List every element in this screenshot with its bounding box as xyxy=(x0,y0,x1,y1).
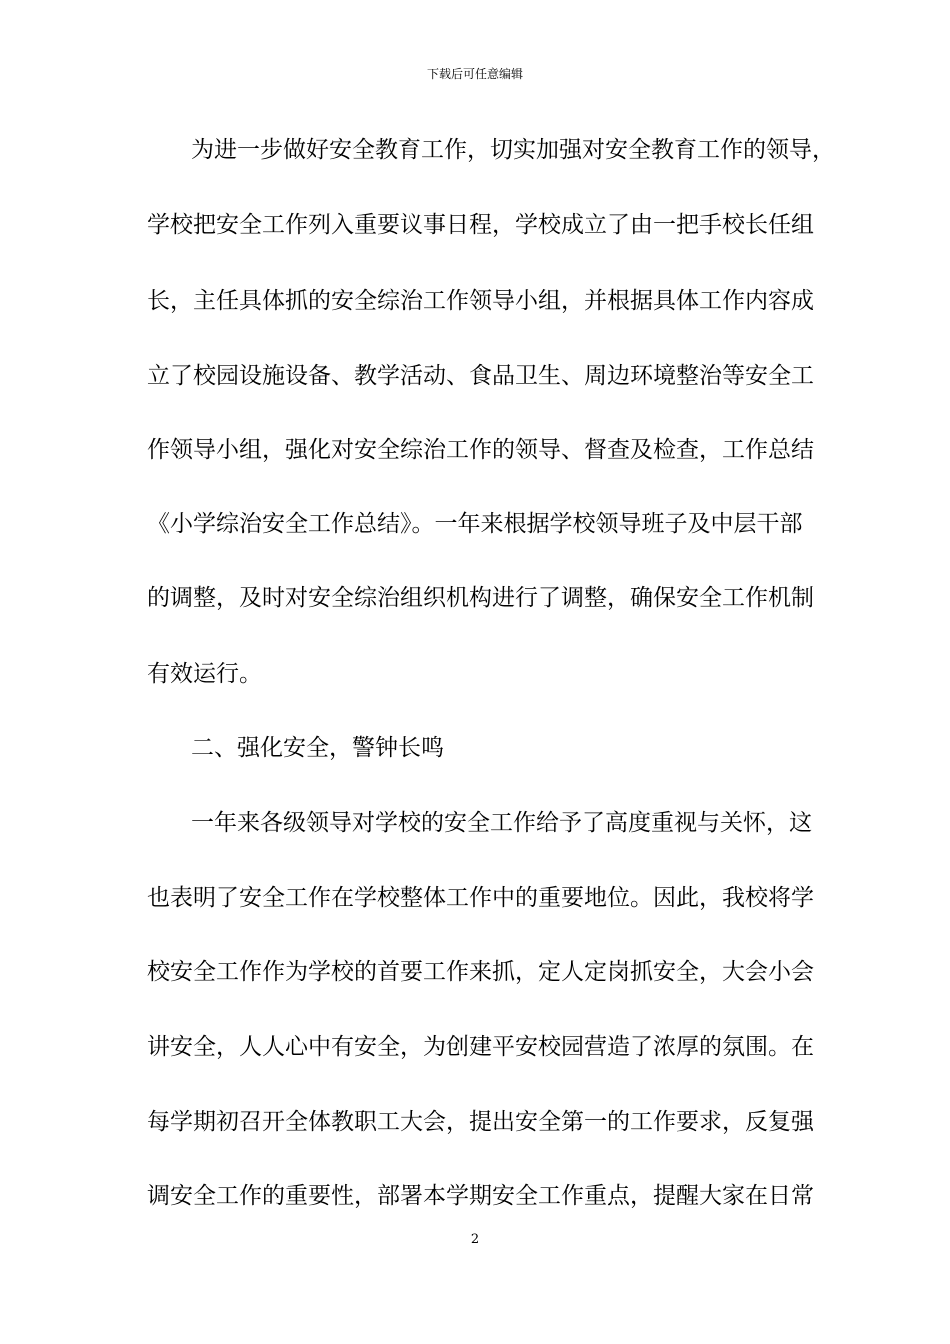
paragraph-line: 调安全工作的重要性，部署本学期安全工作重点，提醒大家在日常 xyxy=(147,1183,814,1209)
paragraph-line: 立了校园设施设备、教学活动、食品卫生、周边环境整治等安全工 xyxy=(147,363,814,389)
paragraph-line: 也表明了安全工作在学校整体工作中的重要地位。因此，我校将学 xyxy=(147,885,814,911)
paragraph-line: 为进一步做好安全教育工作，切实加强对安全教育工作的领导， xyxy=(191,137,835,163)
paragraph-line: 作领导小组，强化对安全综治工作的领导、督查及检查，工作总结 xyxy=(147,437,814,463)
paragraph-line: 讲安全，人人心中有安全，为创建平安校园营造了浓厚的氛围。在 xyxy=(147,1034,814,1060)
paragraph-line: 每学期初召开全体教职工大会，提出安全第一的工作要求，反复强 xyxy=(147,1109,814,1135)
paragraph-line: 一年来各级领导对学校的安全工作给予了高度重视与关怀，这 xyxy=(191,810,812,836)
paragraph-line: 的调整，及时对安全综治组织机构进行了调整，确保安全工作机制 xyxy=(147,585,814,611)
page-header: 下载后可任意编辑 xyxy=(426,67,523,81)
paragraph-line: 有效运行。 xyxy=(147,661,262,687)
paragraph-line: 长，主任具体抓的安全综治工作领导小组，并根据具体工作内容成 xyxy=(147,288,814,314)
section-heading: 二、强化安全，警钟长鸣 xyxy=(191,735,444,761)
paragraph-line: 学校把安全工作列入重要议事日程，学校成立了由一把手校长任组 xyxy=(147,212,814,238)
page-number: 2 xyxy=(470,1232,480,1247)
paragraph-line: 《小学综治安全工作总结》。一年来根据学校领导班子及中层干部 xyxy=(147,511,803,537)
paragraph-line: 校安全工作作为学校的首要工作来抓，定人定岗抓安全，大会小会 xyxy=(147,959,814,985)
